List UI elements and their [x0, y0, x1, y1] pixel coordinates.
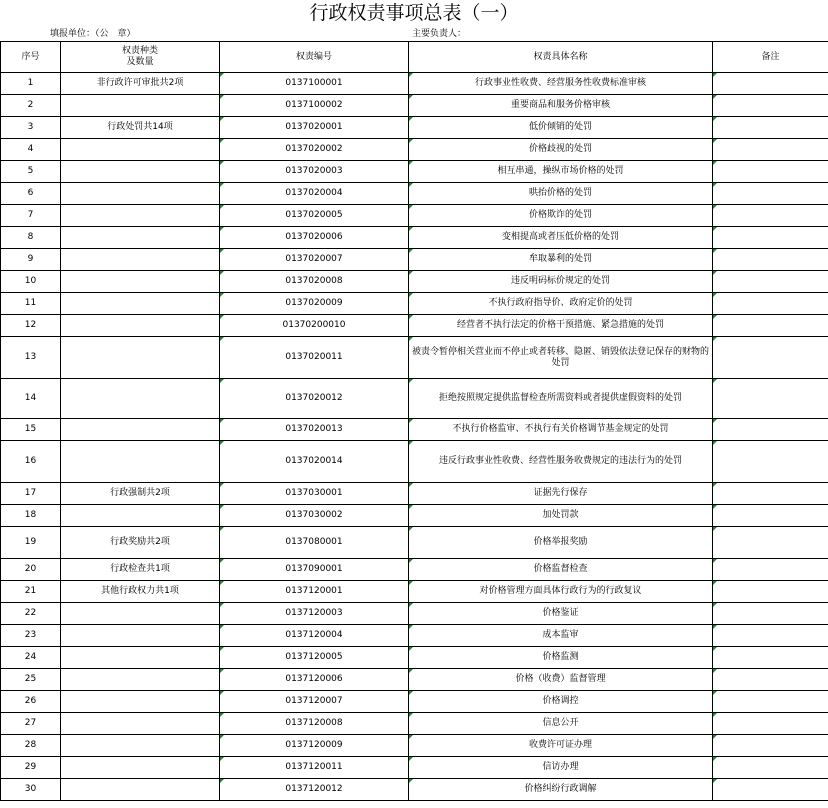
row-category: 其他行政权力共1项	[61, 581, 220, 603]
row-category	[61, 227, 220, 249]
row-note	[713, 735, 828, 757]
row-category	[61, 161, 220, 183]
table-row	[1, 625, 828, 647]
row-code: 0137020009	[220, 293, 409, 315]
table-row	[1, 527, 828, 559]
table-row	[1, 73, 828, 95]
row-name: 行政事业性收费、经营服务性收费标准审核	[409, 73, 713, 95]
row-number: 17	[1, 483, 61, 505]
row-name: 经营者不执行法定的价格干预措施、紧急措施的处罚	[409, 315, 713, 337]
row-code: 0137020013	[220, 419, 409, 441]
row-code: 0137020005	[220, 205, 409, 227]
page-title: 行政权责事项总表（一）	[309, 2, 519, 24]
row-code: 0137120006	[220, 669, 409, 691]
row-category	[61, 337, 220, 379]
row-name: 重要商品和服务价格审核	[409, 95, 713, 117]
row-number: 12	[1, 315, 61, 337]
table-row	[1, 117, 828, 139]
row-number: 25	[1, 669, 61, 691]
row-code: 0137020004	[220, 183, 409, 205]
row-code: 0137020011	[220, 337, 409, 379]
row-note	[713, 271, 828, 293]
row-category	[61, 95, 220, 117]
row-note	[713, 483, 828, 505]
row-number: 26	[1, 691, 61, 713]
row-number: 21	[1, 581, 61, 603]
row-code: 0137120012	[220, 779, 409, 801]
row-name: 价格（收费）监督管理	[409, 669, 713, 691]
table-row	[1, 713, 828, 735]
row-name: 价格纠纷行政调解	[409, 779, 713, 801]
row-code: 0137020001	[220, 117, 409, 139]
col-header-name: 权责具体名称	[409, 42, 713, 73]
row-category	[61, 735, 220, 757]
row-category	[61, 419, 220, 441]
table-row	[1, 581, 828, 603]
row-number: 27	[1, 713, 61, 735]
table-row	[1, 227, 828, 249]
row-name: 加处罚款	[409, 505, 713, 527]
row-category	[61, 505, 220, 527]
row-code: 0137120009	[220, 735, 409, 757]
row-number: 19	[1, 527, 61, 559]
row-code: 01370200010	[220, 315, 409, 337]
row-number: 9	[1, 249, 61, 271]
table-row	[1, 315, 828, 337]
row-name: 价格监督检查	[409, 559, 713, 581]
row-note	[713, 205, 828, 227]
row-code: 0137030001	[220, 483, 409, 505]
row-code: 0137120004	[220, 625, 409, 647]
row-category	[61, 603, 220, 625]
row-number: 3	[1, 117, 61, 139]
row-code: 0137020008	[220, 271, 409, 293]
row-category	[61, 293, 220, 315]
row-category	[61, 315, 220, 337]
row-note	[713, 73, 828, 95]
row-category	[61, 691, 220, 713]
table-row	[1, 293, 828, 315]
row-number: 14	[1, 379, 61, 419]
row-category	[61, 379, 220, 419]
row-name: 价格欺诈的处罚	[409, 205, 713, 227]
row-name: 被责令暂停相关营业而不停止或者转移、隐匿、销毁依法登记保存的财物的处罚	[409, 337, 713, 379]
row-note	[713, 441, 828, 483]
table-row	[1, 483, 828, 505]
col-header-note: 备注	[713, 42, 828, 73]
table-row	[1, 505, 828, 527]
row-code: 0137020007	[220, 249, 409, 271]
row-name: 相互串通，操纵市场价格的处罚	[409, 161, 713, 183]
row-name: 对价格管理方面具体行政行为的行政复议	[409, 581, 713, 603]
table-row	[1, 735, 828, 757]
row-note	[713, 139, 828, 161]
row-number: 10	[1, 271, 61, 293]
row-note	[713, 227, 828, 249]
table-row	[1, 271, 828, 293]
row-number: 4	[1, 139, 61, 161]
row-code: 0137120008	[220, 713, 409, 735]
row-category	[61, 669, 220, 691]
row-name: 不执行政府指导价、政府定价的处罚	[409, 293, 713, 315]
table-row	[1, 161, 828, 183]
table-row	[1, 337, 828, 379]
row-name: 牟取暴利的处罚	[409, 249, 713, 271]
col-header-category: 权责种类 及数量	[61, 42, 220, 73]
row-category	[61, 625, 220, 647]
row-name: 价格鉴证	[409, 603, 713, 625]
row-number: 24	[1, 647, 61, 669]
chief-label: 主要负责人：	[412, 29, 467, 39]
row-number: 18	[1, 505, 61, 527]
table-row	[1, 779, 828, 801]
row-code: 0137020014	[220, 441, 409, 483]
row-number: 7	[1, 205, 61, 227]
row-category	[61, 713, 220, 735]
row-note	[713, 647, 828, 669]
row-category: 行政强制共2项	[61, 483, 220, 505]
row-name: 违反明码标价规定的处罚	[409, 271, 713, 293]
row-category	[61, 647, 220, 669]
row-name: 哄抬价格的处罚	[409, 183, 713, 205]
row-name: 价格调控	[409, 691, 713, 713]
row-note	[713, 669, 828, 691]
row-note	[713, 779, 828, 801]
row-note	[713, 183, 828, 205]
col-header-code: 权责编号	[220, 42, 409, 73]
row-number: 15	[1, 419, 61, 441]
table-row	[1, 205, 828, 227]
row-number: 11	[1, 293, 61, 315]
row-code: 0137020006	[220, 227, 409, 249]
row-number: 13	[1, 337, 61, 379]
row-note	[713, 625, 828, 647]
row-code: 0137120003	[220, 603, 409, 625]
table-row	[1, 669, 828, 691]
row-code: 0137120011	[220, 757, 409, 779]
row-number: 28	[1, 735, 61, 757]
row-code: 0137100002	[220, 95, 409, 117]
row-name: 不执行价格监审、不执行有关价格调节基金规定的处罚	[409, 419, 713, 441]
row-note	[713, 337, 828, 379]
table-row	[1, 139, 828, 161]
row-name: 变相提高或者压低价格的处罚	[409, 227, 713, 249]
row-category	[61, 757, 220, 779]
col-header-no: 序号	[1, 42, 61, 73]
row-code: 0137120001	[220, 581, 409, 603]
table-row	[1, 559, 828, 581]
row-note	[713, 691, 828, 713]
row-note	[713, 505, 828, 527]
row-category	[61, 205, 220, 227]
row-note	[713, 161, 828, 183]
row-category: 行政奖励共2项	[61, 527, 220, 559]
row-name: 成本监审	[409, 625, 713, 647]
row-code: 0137120005	[220, 647, 409, 669]
row-name: 价格监测	[409, 647, 713, 669]
filing-unit-label: 填报单位：（公 章）	[50, 29, 136, 39]
row-note	[713, 315, 828, 337]
table-header-row	[1, 42, 828, 73]
row-category: 行政处罚共14项	[61, 117, 220, 139]
row-code: 0137080001	[220, 527, 409, 559]
row-name: 低价倾销的处罚	[409, 117, 713, 139]
row-note	[713, 603, 828, 625]
row-category: 非行政许可审批共2项	[61, 73, 220, 95]
row-number: 5	[1, 161, 61, 183]
row-number: 23	[1, 625, 61, 647]
row-code: 0137120007	[220, 691, 409, 713]
row-code: 0137030002	[220, 505, 409, 527]
row-note	[713, 117, 828, 139]
row-note	[713, 559, 828, 581]
table-row	[1, 183, 828, 205]
row-name: 价格歧视的处罚	[409, 139, 713, 161]
row-name: 收费许可证办理	[409, 735, 713, 757]
row-note	[713, 581, 828, 603]
row-name: 拒绝按照规定提供监督检查所需资料或者提供虚假资料的处罚	[409, 379, 713, 419]
row-category	[61, 271, 220, 293]
row-category	[61, 249, 220, 271]
row-name: 价格举报奖励	[409, 527, 713, 559]
row-code: 0137090001	[220, 559, 409, 581]
row-number: 6	[1, 183, 61, 205]
row-code: 0137020002	[220, 139, 409, 161]
row-number: 2	[1, 95, 61, 117]
row-number: 8	[1, 227, 61, 249]
row-number: 16	[1, 441, 61, 483]
row-note	[713, 527, 828, 559]
row-name: 证据先行保存	[409, 483, 713, 505]
row-name: 信访办理	[409, 757, 713, 779]
row-number: 1	[1, 73, 61, 95]
row-name: 信息公开	[409, 713, 713, 735]
row-name: 违反行政事业性收费、经营性服务收费规定的违法行为的处罚	[409, 441, 713, 483]
table-row	[1, 419, 828, 441]
table-row	[1, 249, 828, 271]
row-number: 30	[1, 779, 61, 801]
row-category	[61, 779, 220, 801]
row-number: 22	[1, 603, 61, 625]
row-number: 29	[1, 757, 61, 779]
row-note	[713, 713, 828, 735]
table-row	[1, 691, 828, 713]
table-row	[1, 95, 828, 117]
row-note	[713, 379, 828, 419]
table-row	[1, 603, 828, 625]
row-category	[61, 441, 220, 483]
row-category: 行政检查共1项	[61, 559, 220, 581]
table-row	[1, 757, 828, 779]
row-number: 20	[1, 559, 61, 581]
row-code: 0137100001	[220, 73, 409, 95]
row-note	[713, 249, 828, 271]
row-note	[713, 419, 828, 441]
row-category	[61, 139, 220, 161]
duties-table	[0, 41, 828, 801]
table-row	[1, 379, 828, 419]
row-code: 0137020012	[220, 379, 409, 419]
row-note	[713, 293, 828, 315]
row-code: 0137020003	[220, 161, 409, 183]
row-note	[713, 95, 828, 117]
row-category	[61, 183, 220, 205]
table-row	[1, 441, 828, 483]
row-note	[713, 757, 828, 779]
table-row	[1, 647, 828, 669]
